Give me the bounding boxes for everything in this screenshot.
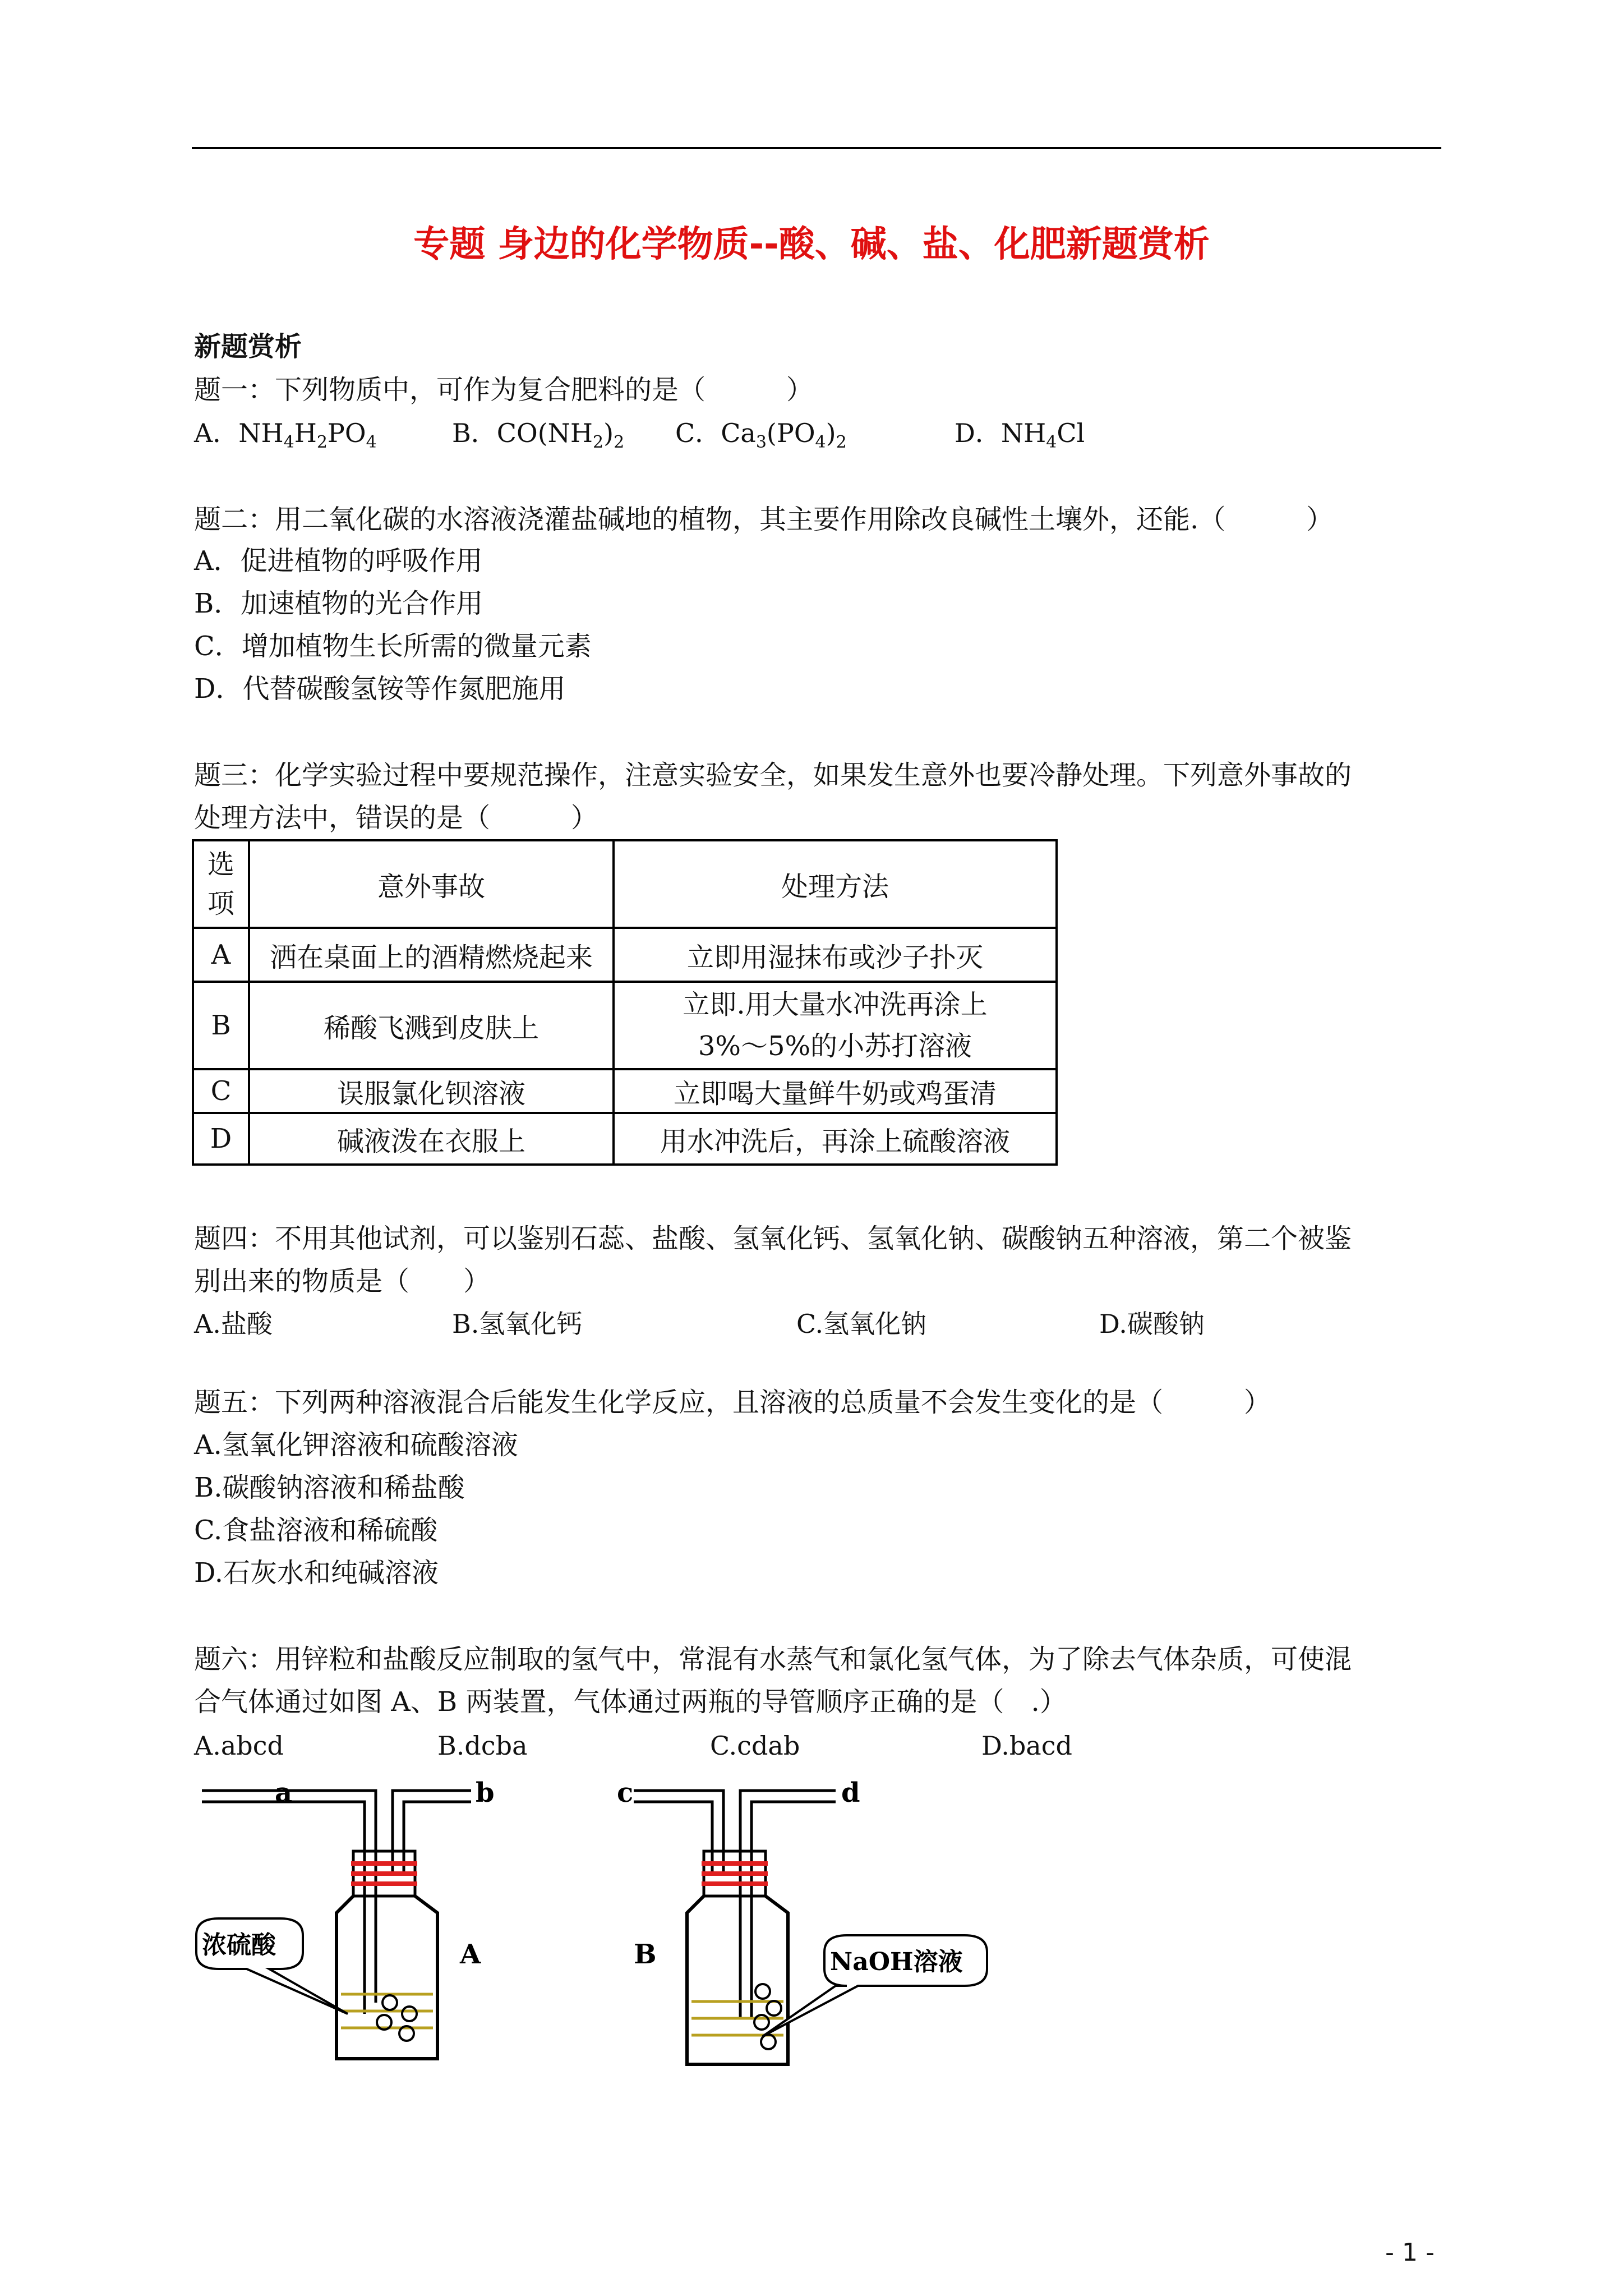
q5-stem: 题五：下列两种溶液混合后能发生化学反应，且溶液的总质量不会发生变化的是（ ） [194, 1387, 1271, 1418]
bottle-b-bubble [767, 2001, 781, 2016]
port-a-label: a [275, 1777, 293, 1809]
port-b-label: b [476, 1777, 495, 1809]
header-rule [192, 147, 1441, 149]
bottle-a-stopper-band-2 [351, 1871, 417, 1876]
table-header-option: 选项 [193, 840, 249, 928]
q2-option-c: C．增加植物生长所需的微量元素 [194, 631, 592, 662]
q6-option-d: D.bacd [981, 1731, 1072, 1761]
port-d-label: d [841, 1777, 860, 1809]
q2-option-d: D．代替碳酸氢铵等作氮肥施用 [194, 673, 566, 705]
bottle-b-callout-text: NaOH溶液 [830, 1948, 963, 1976]
table-row [193, 1069, 1057, 1113]
bottle-b-long-tube-inner [751, 1802, 836, 2019]
q6-stem-line2: 合气体通过如图 A、B 两装置，气体通过两瓶的导管顺序正确的是（ .） [194, 1686, 1067, 1718]
table-cell-method: 立即喝大量鲜牛奶或鸡蛋清 [614, 1069, 1057, 1113]
accident-table [192, 839, 1058, 1166]
q6-option-a: A.abcd [194, 1731, 284, 1761]
q6-option-b: B.dcba [437, 1731, 528, 1761]
table-row [193, 1113, 1057, 1165]
table-cell-accident: 洒在桌面上的酒精燃烧起来 [249, 928, 614, 982]
bottle-b-body [687, 1896, 788, 2064]
table-cell-method [614, 982, 1057, 1069]
q4-option-d: D.碳酸钠 [1099, 1309, 1205, 1339]
table-cell-method: 立即用湿抹布或沙子扑灭 [614, 928, 1057, 982]
q1-option-b: B．$CO(NH_2)_2$ [452, 418, 625, 452]
table-header-accident: 意外事故 [249, 840, 614, 928]
bottle-a-label: A [460, 1939, 481, 1970]
table-header-method: 处理方法 [614, 840, 1057, 928]
gas-washing-bottles-diagram [185, 1767, 1038, 2081]
bottle-b-stopper-band-1 [702, 1861, 768, 1866]
table-header-row [193, 840, 1057, 928]
q2-option-b: B．加速植物的光合作用 [194, 588, 483, 619]
bottle-a [196, 1777, 495, 2059]
bottle-b-stopper-band-2 [702, 1871, 768, 1876]
table-cell-accident: 稀酸飞溅到皮肤上 [249, 982, 614, 1069]
section-heading: 新题赏析 [194, 331, 302, 362]
page-title: 专题 身边的化学物质--酸、碱、盐、化肥新题赏析 [413, 224, 1210, 265]
q4-stem-line1: 题四：不用其他试剂，可以鉴别石蕊、盐酸、氢氧化钙、氢氧化钠、碳酸钠五种溶液，第二个被鉴 [194, 1223, 1352, 1254]
bottle-b-stopper-band-3 [702, 1881, 768, 1886]
bottle-a-body [336, 1896, 437, 2059]
q1-option-a: A．$NH_4H_2PO_4$ [194, 418, 377, 452]
bottle-b-short-tube-inner [634, 1802, 712, 1874]
table-cell-accident: 误服氯化钡溶液 [249, 1069, 614, 1113]
q2-stem: 题二：用二氧化碳的水溶液浇灌盐碱地的植物，其主要作用除改良碱性土壤外，还能.（ ） [194, 504, 1334, 535]
table-cell-method: 用水冲洗后，再涂上硫酸溶液 [614, 1113, 1057, 1165]
q3-stem-line1: 题三：化学实验过程中要规范操作，注意实验安全，如果发生意外也要冷静处理。下列意外事故的 [194, 760, 1352, 791]
table-row [193, 928, 1057, 982]
q4-option-b: B.氢氧化钙 [452, 1309, 583, 1339]
q1-stem: 题一：下列物质中，可作为复合肥料的是（ ） [194, 374, 814, 406]
q4-stem-line2: 别出来的物质是（ ） [194, 1266, 491, 1297]
q3-stem-line2: 处理方法中，错误的是（ ） [194, 802, 598, 834]
bottle-b-label: B [634, 1939, 657, 1970]
q5-option-b: B.碳酸钠溶液和稀盐酸 [194, 1472, 465, 1503]
table-cell-option: D [193, 1113, 249, 1165]
table-cell-option: B [193, 982, 249, 1069]
q4-option-c: C.氢氧化钠 [796, 1309, 927, 1339]
method-line-1: 立即.用大量水冲洗再涂上 [683, 989, 988, 1020]
table-cell-option: A [193, 928, 249, 982]
bottle-a-long-tube [202, 1791, 376, 2003]
bottle-b [617, 1777, 987, 2064]
q2-option-a: A．促进植物的呼吸作用 [194, 545, 483, 577]
bottle-a-bubble [382, 1995, 397, 2010]
q5-option-d: D.石灰水和纯碱溶液 [194, 1557, 439, 1589]
q6-option-c: C.cdab [710, 1731, 800, 1761]
q1-option-c: C．$Ca_3(PO_4)_2$ [675, 418, 847, 452]
bottle-b-bubble [755, 1984, 770, 1999]
q1-option-d: D．$NH_4Cl$ [955, 418, 1085, 452]
port-c-label: c [617, 1777, 634, 1809]
bottle-a-bubble [402, 2007, 417, 2021]
q5-option-a: A.氢氧化钾溶液和硫酸溶液 [194, 1429, 518, 1461]
page-number: - 1 - [1385, 2238, 1435, 2267]
table-cell-accident: 碱液泼在衣服上 [249, 1113, 614, 1165]
bottle-a-stopper-band-3 [351, 1881, 417, 1886]
q4-option-a: A.盐酸 [194, 1309, 273, 1339]
table-row [193, 982, 1057, 1069]
bottle-a-callout-text: 浓硫酸 [202, 1931, 276, 1959]
bottle-a-stopper-band-1 [351, 1861, 417, 1866]
table-cell-option: C [193, 1069, 249, 1113]
method-line-2: 3%～5%的小苏打溶液 [698, 1030, 972, 1062]
q5-option-c: C.食盐溶液和稀硫酸 [194, 1515, 438, 1546]
q6-stem-line1: 题六：用锌粒和盐酸反应制取的氢气中，常混有水蒸气和氯化氢气体，为了除去气体杂质，可使混 [194, 1644, 1352, 1675]
